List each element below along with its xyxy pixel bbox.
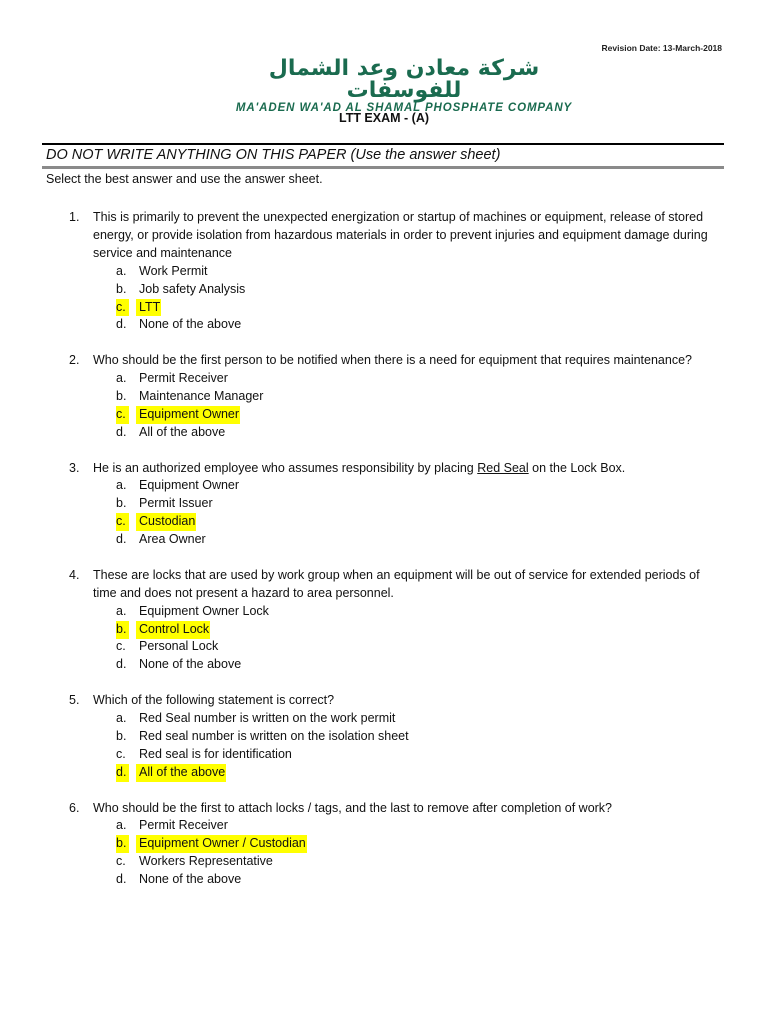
option-letter: d. — [116, 657, 127, 672]
option-letter: b. — [116, 621, 129, 639]
stem-text: He is an authorized employee who assumes responsibility by placing — [93, 460, 478, 475]
option-text: Permit Issuer — [139, 496, 213, 511]
option-d — [0, 531, 768, 549]
option-a — [0, 603, 768, 621]
option-d-highlighted — [0, 764, 768, 782]
option-c-highlighted — [0, 513, 768, 531]
option-letter: b. — [116, 388, 127, 403]
option-c — [0, 853, 768, 871]
question-stem: Who should be the first person to be notified when there is a need for equipment that requires maintenance? — [93, 353, 692, 368]
option-text: Area Owner — [139, 532, 206, 547]
option-text: All of the above — [136, 764, 226, 782]
option-a — [0, 370, 768, 388]
option-text: None of the above — [139, 872, 242, 887]
option-a — [0, 817, 768, 835]
question-5 — [0, 692, 768, 781]
question-stem: Which of the following statement is correct? — [93, 693, 335, 708]
option-letter: c. — [116, 513, 129, 531]
option-text: Red Seal number is written on the work permit — [139, 711, 396, 726]
question-6 — [0, 800, 768, 889]
option-letter: c. — [116, 406, 129, 424]
logo-english-text: MA'ADEN WA'AD AL SHAMAL PHOSPHATE COMPANY — [235, 102, 573, 114]
question-stem: This is primarily to prevent the unexpected energization or startup of machines or equipment, release of stored energy, or provide isolation from hazardous materials in order to prevent injuries and equipment damage during service and maintenance — [93, 210, 708, 260]
option-text: Equipment Owner — [136, 406, 240, 424]
question-list — [0, 209, 768, 907]
option-c — [0, 638, 768, 656]
question-number: 2. — [69, 353, 80, 368]
option-text: Permit Receiver — [139, 371, 228, 386]
option-letter: d. — [116, 764, 129, 782]
option-letter: a. — [116, 818, 127, 833]
option-text: None of the above — [139, 657, 242, 672]
option-text: Custodian — [136, 513, 196, 531]
option-c-highlighted — [0, 406, 768, 424]
option-letter: b. — [116, 728, 127, 743]
top-rule — [42, 143, 724, 145]
option-letter: a. — [116, 478, 127, 493]
option-text: Equipment Owner — [139, 478, 240, 493]
question-number: 1. — [69, 210, 80, 224]
question-number: 6. — [69, 800, 80, 815]
stem-text: on the Lock Box. — [528, 460, 626, 475]
option-letter: c. — [116, 746, 126, 761]
option-letter: b. — [116, 281, 127, 296]
revision-date: Revision Date: 13-March-2018 — [601, 43, 722, 53]
option-d — [0, 424, 768, 442]
option-d — [0, 656, 768, 674]
option-b — [0, 388, 768, 406]
option-text: LTT — [136, 299, 161, 317]
option-letter: b. — [116, 496, 127, 511]
question-number: 4. — [69, 567, 80, 582]
option-letter: d. — [116, 317, 127, 332]
option-text: Red seal number is written on the isolation sheet — [139, 728, 409, 743]
option-text: Permit Receiver — [139, 818, 228, 833]
option-a — [0, 477, 768, 495]
option-text: Workers Representative — [139, 854, 273, 869]
question-3 — [0, 460, 768, 549]
option-a — [0, 263, 768, 281]
red-seal-term: Red Seal — [477, 460, 529, 475]
option-letter: c. — [116, 854, 126, 869]
question-number: 3. — [69, 460, 80, 475]
option-letter: d. — [116, 872, 127, 887]
logo-arabic-text: شركة معادن وعد الشمال للفوسفات — [268, 56, 540, 103]
option-text: Red seal is for identification — [139, 746, 292, 761]
option-letter: a. — [116, 263, 127, 278]
option-b — [0, 495, 768, 513]
option-text: Work Permit — [139, 263, 208, 278]
option-text: Maintenance Manager — [139, 388, 264, 403]
option-text: Personal Lock — [139, 639, 219, 654]
company-logo — [228, 58, 580, 115]
question-stem: These are locks that are used by work group when an equipment will be out of service for extended periods of time and does not present a hazard to area personnel. — [93, 567, 700, 600]
instruction-text: Select the best answer and use the answer sheet. — [46, 172, 323, 186]
option-c — [0, 746, 768, 764]
question-stem — [93, 460, 723, 478]
option-letter: b. — [116, 835, 129, 853]
option-b-highlighted — [0, 621, 768, 639]
option-letter: a. — [116, 603, 127, 618]
warning-banner: DO NOT WRITE ANYTHING ON THIS PAPER (Use the answer sheet) — [46, 147, 501, 163]
option-letter: d. — [116, 532, 127, 547]
question-stem: Who should be the first to attach locks / tags, and the last to remove after completion of work? — [93, 800, 613, 815]
question-1 — [0, 209, 768, 334]
option-text: Job safety Analysis — [139, 281, 246, 296]
option-letter: a. — [116, 711, 127, 726]
option-text: Equipment Owner Lock — [139, 603, 269, 618]
option-c-highlighted — [0, 299, 768, 317]
option-b-highlighted — [0, 835, 768, 853]
option-letter: c. — [116, 639, 126, 654]
option-d — [0, 871, 768, 889]
option-letter: d. — [116, 424, 127, 439]
option-text: None of the above — [139, 317, 242, 332]
option-text: Equipment Owner / Custodian — [136, 835, 307, 853]
bottom-rule — [42, 166, 724, 169]
question-2 — [0, 352, 768, 441]
option-letter: a. — [116, 371, 127, 386]
option-text: All of the above — [139, 424, 226, 439]
option-a — [0, 710, 768, 728]
option-b — [0, 728, 768, 746]
exam-title: LTT EXAM - (A) — [338, 111, 430, 125]
option-d — [0, 316, 768, 334]
option-b — [0, 281, 768, 299]
question-number: 5. — [69, 693, 80, 708]
option-text: Control Lock — [136, 621, 210, 639]
option-letter: c. — [116, 299, 129, 317]
question-4 — [0, 567, 768, 674]
